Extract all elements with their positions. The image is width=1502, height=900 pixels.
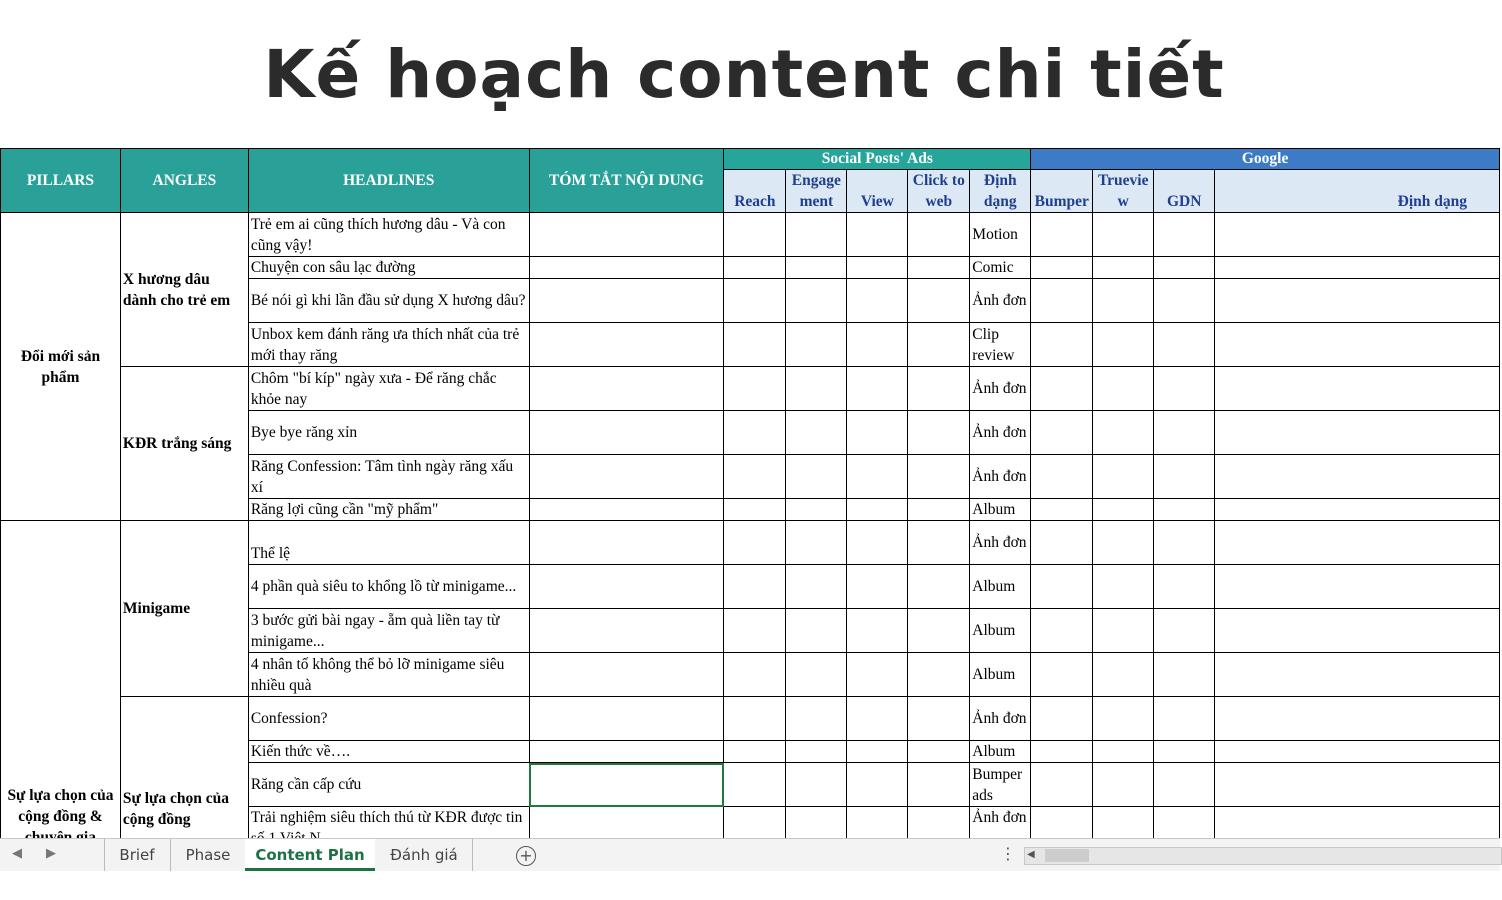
page-footer-space [0, 871, 1500, 900]
summary-cell[interactable] [529, 257, 724, 279]
format-cell[interactable]: Ảnh đơn [970, 367, 1031, 411]
format-cell[interactable]: Ảnh đơn [970, 807, 1031, 851]
header-pillars[interactable]: PILLARS [1, 149, 121, 213]
chevron-right-icon[interactable]: ▶ [46, 846, 56, 861]
header-gdn[interactable]: GDN [1154, 170, 1215, 213]
tab-phase[interactable]: Phase [170, 839, 245, 871]
format-cell[interactable]: Album [970, 499, 1031, 521]
format-cell[interactable]: Album [970, 565, 1031, 609]
selected-cell[interactable] [529, 763, 724, 807]
format-cell[interactable]: Ảnh đơn [970, 455, 1031, 499]
tab-content-plan[interactable]: Content Plan [245, 839, 375, 871]
headline-cell[interactable]: Trải nghiệm siêu thích thú từ KĐR được tin [248, 807, 529, 851]
header-view[interactable]: View [847, 170, 908, 213]
summary-cell[interactable] [529, 653, 724, 697]
summary-cell[interactable] [529, 213, 724, 257]
headline-cell[interactable]: 4 nhân tố không thể bỏ lỡ minigame siêu nhiều quà [248, 653, 529, 697]
content-plan-table [0, 148, 1500, 851]
format-cell[interactable]: Album [970, 653, 1031, 697]
format-cell[interactable]: Album [970, 741, 1031, 763]
format-cell[interactable]: Ảnh đơn [970, 411, 1031, 455]
plus-circle-icon[interactable]: + [516, 846, 536, 866]
format-cell[interactable]: Ảnh đơn [970, 697, 1031, 741]
format-cell[interactable]: Comic [970, 257, 1031, 279]
header-summary[interactable]: TÓM TẮT NỘI DUNG [529, 149, 724, 213]
header-trueview[interactable]: Truevie w [1093, 170, 1154, 213]
scroll-left-icon[interactable]: ◀ [1027, 849, 1035, 860]
spreadsheet-grid[interactable] [0, 148, 1500, 838]
table-row [1, 521, 1500, 565]
header-headlines[interactable]: HEADLINES [248, 149, 529, 213]
table-row [1, 697, 1500, 741]
headline-cell[interactable]: Thể lệ [248, 521, 529, 565]
summary-cell[interactable] [529, 521, 724, 565]
angle-cell[interactable]: Sự lựa chọn của cộng đồng [120, 697, 248, 851]
header-click-to-web[interactable]: Click to web [908, 170, 970, 213]
summary-cell[interactable] [529, 367, 724, 411]
format-cell[interactable]: Ảnh đơn [970, 521, 1031, 565]
pillar-cell[interactable]: Đổi mới sản phẩm [1, 213, 121, 521]
angle-cell[interactable]: KĐR trắng sáng [120, 367, 248, 521]
headline-cell[interactable]: Răng lợi cũng cần "mỹ phẩm" [248, 499, 529, 521]
headline-cell[interactable]: 3 bước gửi bài ngay - ẵm quà liền tay từ minigame... [248, 609, 529, 653]
more-options-icon[interactable]: ⋮ [1000, 844, 1016, 863]
format-cell[interactable]: Ảnh đơn [970, 279, 1031, 323]
headline-cell[interactable]: Răng Confession: Tâm tình ngày răng xấu xí [248, 455, 529, 499]
headline-cell[interactable]: Bye bye răng xỉn [248, 411, 529, 455]
summary-cell[interactable] [529, 741, 724, 763]
summary-cell[interactable] [529, 455, 724, 499]
format-cell[interactable]: Bumper ads [970, 763, 1031, 807]
summary-cell[interactable] [529, 279, 724, 323]
chevron-left-icon[interactable]: ◀ [12, 846, 22, 861]
table-row [1, 213, 1500, 257]
horizontal-scrollbar[interactable] [1024, 847, 1502, 865]
summary-cell[interactable] [529, 411, 724, 455]
summary-cell[interactable] [529, 609, 724, 653]
format-cell[interactable]: Clip review [970, 323, 1031, 367]
header-reach[interactable]: Reach [724, 170, 786, 213]
summary-cell[interactable] [529, 697, 724, 741]
sheet-tab-bar [0, 838, 1500, 871]
format-cell[interactable]: Album [970, 609, 1031, 653]
headline-cell[interactable]: Confession? [248, 697, 529, 741]
scrollbar-thumb[interactable] [1045, 849, 1089, 862]
header-angles[interactable]: ANGLES [120, 149, 248, 213]
summary-cell[interactable] [529, 499, 724, 521]
header-google[interactable]: Google [1031, 149, 1500, 170]
headline-cell[interactable]: Bé nói gì khi lần đầu sử dụng X hương dâu? [248, 279, 529, 323]
header-bumper[interactable]: Bumper [1031, 170, 1093, 213]
headline-cell[interactable]: Unbox kem đánh răng ưa thích nhất của trẻ mới thay răng [248, 323, 529, 367]
summary-cell[interactable] [529, 565, 724, 609]
headline-cell[interactable]: Chuyện con sâu lạc đường [248, 257, 529, 279]
headline-cell[interactable]: 4 phần quà siêu to khổng lồ từ minigame... [248, 565, 529, 609]
headline-cell[interactable]: Răng cần cấp cứu [248, 763, 529, 807]
angle-cell[interactable]: X hương dâu dành cho trẻ em [120, 213, 248, 367]
header-social-posts-ads[interactable]: Social Posts' Ads [724, 149, 1031, 170]
tab-brief[interactable]: Brief [104, 839, 169, 871]
page-title: Kế hoạch content chi tiết [263, 36, 1225, 113]
angle-cell[interactable]: Minigame [120, 521, 248, 697]
header-social-format[interactable]: Định dạng [970, 170, 1031, 213]
tab-danh-gia[interactable]: Đánh giá [376, 839, 473, 871]
pillar-cell[interactable]: Sự lựa chọn của cộng đồng & [1, 521, 121, 851]
format-cell[interactable]: Motion [970, 213, 1031, 257]
headline-cell[interactable]: Trẻ em ai cũng thích hương dâu - Và con cũng vậy! [248, 213, 529, 257]
table-row [1, 367, 1500, 411]
summary-cell[interactable] [529, 323, 724, 367]
headline-cell[interactable]: Kiến thức về…. [248, 741, 529, 763]
headline-cell[interactable]: Chôm "bí kíp" ngày xưa - Để răng chắc khỏe nay [248, 367, 529, 411]
header-engagement[interactable]: Engage ment [786, 170, 847, 213]
header-google-format[interactable]: Định dạng [1215, 170, 1500, 213]
